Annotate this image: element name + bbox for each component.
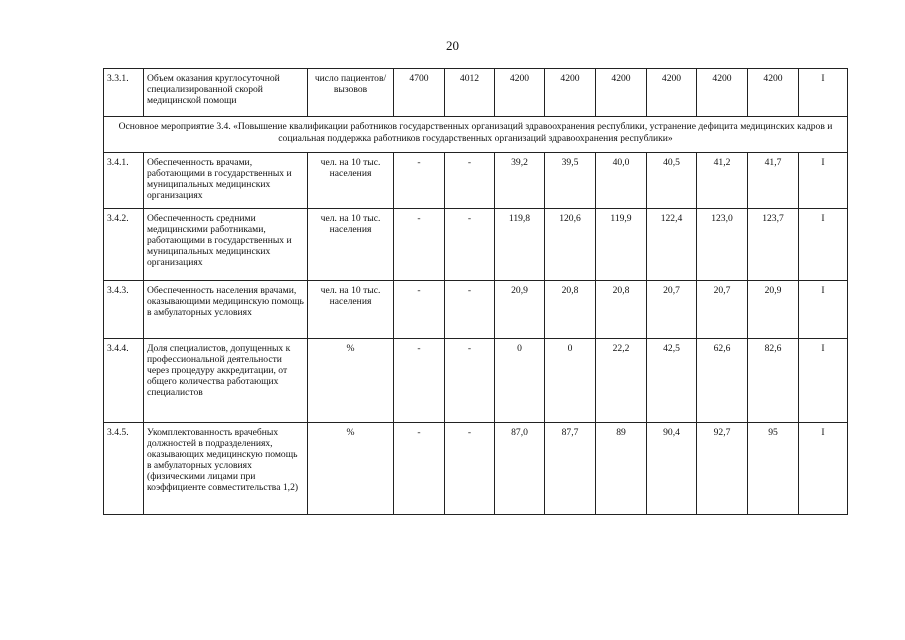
table-row bbox=[104, 209, 848, 281]
value-cell: - bbox=[445, 423, 495, 515]
indicators-table bbox=[103, 68, 848, 515]
type-cell: I bbox=[799, 153, 848, 209]
value-cell: 4700 bbox=[394, 69, 445, 117]
value-cell: 95 bbox=[748, 423, 799, 515]
section-heading: Основное мероприятие 3.4. «Повышение квалификации работников государственных организаций здравоохранения республики, устранение дефицита медицинских кадров и социальная поддержка работников государственных организаций здравоохранения республики» bbox=[104, 117, 848, 153]
value-cell: 4200 bbox=[495, 69, 545, 117]
type-cell: I bbox=[799, 281, 848, 339]
table-row bbox=[104, 153, 848, 209]
value-cell: 20,8 bbox=[545, 281, 596, 339]
value-cell: 90,4 bbox=[647, 423, 697, 515]
indicator-name: Обеспеченность врачами, работающими в государственных и муниципальных медицинских организациях bbox=[144, 153, 308, 209]
value-cell: 20,8 bbox=[596, 281, 647, 339]
indicator-name: Обеспеченность средними медицинскими работниками, работающими в государственных и муниципальных медицинских организациях bbox=[144, 209, 308, 281]
page-number: 20 bbox=[446, 38, 459, 53]
value-cell: 41,2 bbox=[697, 153, 748, 209]
value-cell: 89 bbox=[596, 423, 647, 515]
type-cell: I bbox=[799, 423, 848, 515]
indicator-name: Обеспеченность населения врачами, оказывающими медицинскую помощь в амбулаторных условиях bbox=[144, 281, 308, 339]
row-number: 3.3.1. bbox=[104, 69, 144, 117]
value-cell: 122,4 bbox=[647, 209, 697, 281]
unit-cell: чел. на 10 тыс. населения bbox=[308, 281, 394, 339]
value-cell: 4200 bbox=[748, 69, 799, 117]
value-cell: 4200 bbox=[596, 69, 647, 117]
unit-cell: чел. на 10 тыс. населения bbox=[308, 209, 394, 281]
value-cell: 42,5 bbox=[647, 339, 697, 423]
value-cell: 40,0 bbox=[596, 153, 647, 209]
value-cell: - bbox=[394, 339, 445, 423]
value-cell: 119,9 bbox=[596, 209, 647, 281]
value-cell: 20,7 bbox=[647, 281, 697, 339]
type-cell: I bbox=[799, 209, 848, 281]
unit-cell: % bbox=[308, 339, 394, 423]
value-cell: 87,0 bbox=[495, 423, 545, 515]
value-cell: 92,7 bbox=[697, 423, 748, 515]
table-body bbox=[104, 69, 848, 515]
table-row bbox=[104, 281, 848, 339]
value-cell: 87,7 bbox=[545, 423, 596, 515]
section-row bbox=[104, 117, 848, 153]
row-number: 3.4.4. bbox=[104, 339, 144, 423]
indicator-name: Доля специалистов, допущенных к профессиональной деятельности через процедуру аккредитации, от общего количества работающих специалистов bbox=[144, 339, 308, 423]
row-number: 3.4.3. bbox=[104, 281, 144, 339]
value-cell: - bbox=[394, 281, 445, 339]
indicator-name: Объем оказания круглосуточной специализированной скорой медицинской помощи bbox=[144, 69, 308, 117]
row-number: 3.4.1. bbox=[104, 153, 144, 209]
value-cell: 119,8 bbox=[495, 209, 545, 281]
value-cell: 4200 bbox=[647, 69, 697, 117]
table-row bbox=[104, 69, 848, 117]
value-cell: 20,7 bbox=[697, 281, 748, 339]
value-cell: 39,2 bbox=[495, 153, 545, 209]
value-cell: - bbox=[394, 209, 445, 281]
value-cell: 40,5 bbox=[647, 153, 697, 209]
table-row bbox=[104, 423, 848, 515]
value-cell: - bbox=[394, 423, 445, 515]
value-cell: - bbox=[394, 153, 445, 209]
value-cell: - bbox=[445, 339, 495, 423]
value-cell: 41,7 bbox=[748, 153, 799, 209]
value-cell: 20,9 bbox=[495, 281, 545, 339]
value-cell: 62,6 bbox=[697, 339, 748, 423]
value-cell: 0 bbox=[545, 339, 596, 423]
type-cell: I bbox=[799, 69, 848, 117]
value-cell: 20,9 bbox=[748, 281, 799, 339]
value-cell: 22,2 bbox=[596, 339, 647, 423]
value-cell: 39,5 bbox=[545, 153, 596, 209]
row-number: 3.4.2. bbox=[104, 209, 144, 281]
indicator-name: Укомплектованность врачебных должностей в подразделениях, оказывающих медицинскую помощь в амбулаторных условиях (физическими лицами при коэффициенте совместительства 1,2) bbox=[144, 423, 308, 515]
table-row bbox=[104, 339, 848, 423]
value-cell: - bbox=[445, 153, 495, 209]
value-cell: - bbox=[445, 281, 495, 339]
value-cell: 120,6 bbox=[545, 209, 596, 281]
value-cell: 4012 bbox=[445, 69, 495, 117]
value-cell: 0 bbox=[495, 339, 545, 423]
value-cell: 123,0 bbox=[697, 209, 748, 281]
value-cell: 82,6 bbox=[748, 339, 799, 423]
unit-cell: число пациентов/ вызовов bbox=[308, 69, 394, 117]
unit-cell: % bbox=[308, 423, 394, 515]
row-number: 3.4.5. bbox=[104, 423, 144, 515]
value-cell: 123,7 bbox=[748, 209, 799, 281]
unit-cell: чел. на 10 тыс. населения bbox=[308, 153, 394, 209]
type-cell: I bbox=[799, 339, 848, 423]
value-cell: 4200 bbox=[545, 69, 596, 117]
value-cell: 4200 bbox=[697, 69, 748, 117]
value-cell: - bbox=[445, 209, 495, 281]
